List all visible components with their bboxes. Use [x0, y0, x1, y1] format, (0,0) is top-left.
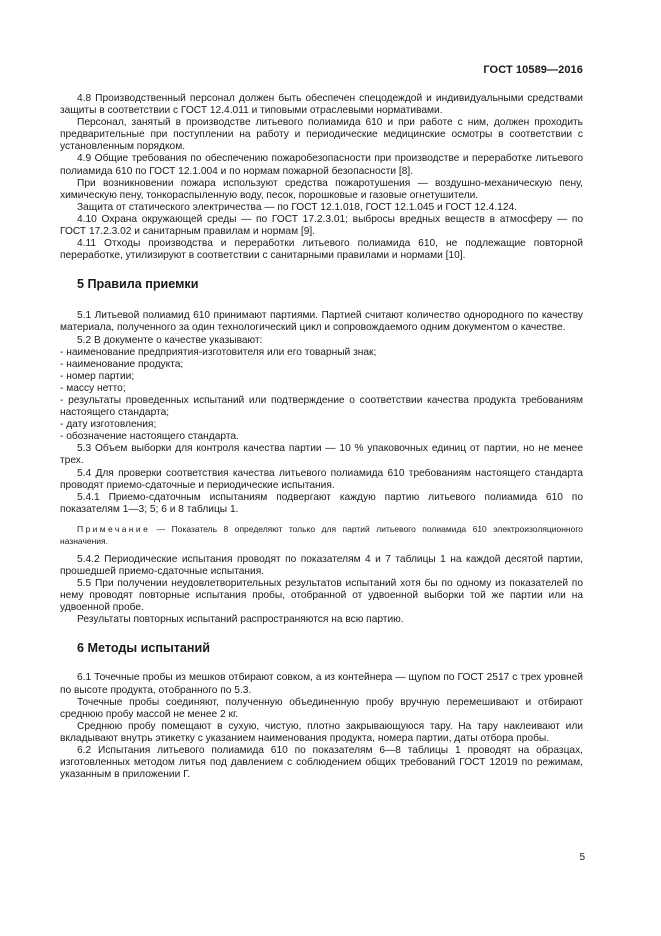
section-heading-5: 5 Правила приемки: [77, 277, 199, 292]
paragraph-6-1: 6.1 Точечные пробы из мешков отбирают совком, а из контейнера — щупом по ГОСТ 2517 с трех уровней по высоте продукта, отобранного по 5.3.: [60, 672, 583, 696]
paragraph-fire: При возникновении пожара используют средства пожаротушения — воздушно-механическую пену, химическую пену, тонкораспыленную воду, песок, порошковые и газовые огнетушители.: [60, 177, 583, 201]
page-body: [60, 93, 583, 781]
list-item: - дату изготовления;: [60, 419, 157, 431]
paragraph-4-8: 4.8 Производственный персонал должен быть обеспечен спецодеждой и индивидуальными средствами защиты в соответствии с ГОСТ 12.4.011 и типовыми отраслевыми нормативами.: [60, 93, 583, 117]
note-text: — Показатель 8 определяют только для партий литьевого полиамида 610 электроизоляционного назначения.: [60, 523, 583, 546]
paragraph-5-4: 5.4 Для проверки соответствия качества литьевого полиамида 610 требованиям настоящего стандарта проводят приемо-сдаточные и периодические испытания.: [60, 467, 583, 491]
list-item: - наименование предприятия-изготовителя или его товарный знак;: [60, 346, 377, 358]
paragraph-repeat-results: Результаты повторных испытаний распространяются на всю партию.: [77, 614, 404, 626]
paragraph-5-1: 5.1 Литьевой полиамид 610 принимают партиями. Партией считают количество однородного по качеству материала, полученного за один технологический цикл и сопровождаемого одним документом о качестве.: [60, 310, 583, 334]
paragraph-5-3: 5.3 Объем выборки для контроля качества партии — 10 % упаковочных единиц от партии, но не менее трех.: [60, 443, 583, 467]
paragraph-4-9: 4.9 Общие требования по обеспечению пожаробезопасности при производстве и переработке литьевого полиамида 610 по ГОСТ 12.1.004 и по нормам пожарной безопасности [8].: [60, 153, 583, 177]
list-item: - массу нетто;: [60, 382, 126, 394]
paragraph-average-sample: Среднюю пробу помещают в сухую, чистую, плотно закрывающуюся тару. На тару наклеивают или вкладывают внутрь этикетку с указанием наименования продукта, номера партии, даты отбора пробы.: [60, 720, 583, 744]
paragraph-6-2: 6.2 Испытания литьевого полиамида 610 по показателям 6—8 таблицы 1 проводят на образцах, изготовленных методом литья под давлением с соблюдением общих требований ГОСТ 12019 по режимам, указанным в приложении Г.: [60, 745, 583, 781]
list-item: - обозначение настоящего стандарта.: [60, 431, 239, 443]
paragraph-4-11: 4.11 Отходы производства и переработки литьевого полиамида 610, не подлежащие повторной переработке, утилизируют в соответствии с санитарными правилами и нормами [10].: [60, 238, 583, 262]
paragraph-4-10: 4.10 Охрана окружающей среды — по ГОСТ 17.2.3.01; выбросы вредных веществ в атмосферу — по ГОСТ 17.2.3.02 и санитарным правилам и нормам [9].: [60, 213, 583, 238]
note-label: Примечание: [77, 523, 151, 534]
paragraph-personnel: Персонал, занятый в производстве литьевого полиамида 610 и при работе с ним, должен проходить предварительные при поступлении на работу и периодические медицинские осмотры в соответствии с установленным порядком.: [60, 117, 583, 153]
paragraph-point-samples: Точечные пробы соединяют, полученную объединенную пробу вручную перемешивают и отбирают среднюю пробу массой не менее 2 кг.: [60, 696, 583, 720]
paragraph-5-4-2: 5.4.2 Периодические испытания проводят по показателям 4 и 7 таблицы 1 на каждой десятой партии, прошедшей приемо-сдаточные испытания.: [60, 553, 583, 577]
list-item: - результаты проведенных испытаний или подтверждение о соответствии качества продукта требованиям настоящего стандарта;: [60, 394, 583, 419]
list-item: - номер партии;: [60, 370, 135, 382]
list-item: - наименование продукта;: [60, 358, 184, 370]
paragraph-5-5: 5.5 При получении неудовлетворительных результатов испытаний хотя бы по одному из показателей по нему проводят повторные испытания пробы, отобранной от удвоенной выборки той же партии или на удвоенной пробе.: [60, 578, 583, 614]
paragraph-static: Защита от статического электричества — по ГОСТ 12.1.018, ГОСТ 12.1.045 и ГОСТ 12.4.124.: [77, 201, 517, 213]
note: [60, 523, 583, 547]
paragraph-5-2: 5.2 В документе о качестве указывают:: [77, 334, 263, 346]
paragraph-5-4-1: 5.4.1 Приемо-сдаточным испытаниям подвергают каждую партию литьевого полиамида 610 по показателям 1—3; 5; 6 и 8 таблицы 1.: [60, 491, 583, 515]
standard-header: ГОСТ 10589—2016: [483, 64, 583, 76]
page-number: 5: [579, 852, 585, 863]
section-heading-6: 6 Методы испытаний: [77, 641, 210, 656]
